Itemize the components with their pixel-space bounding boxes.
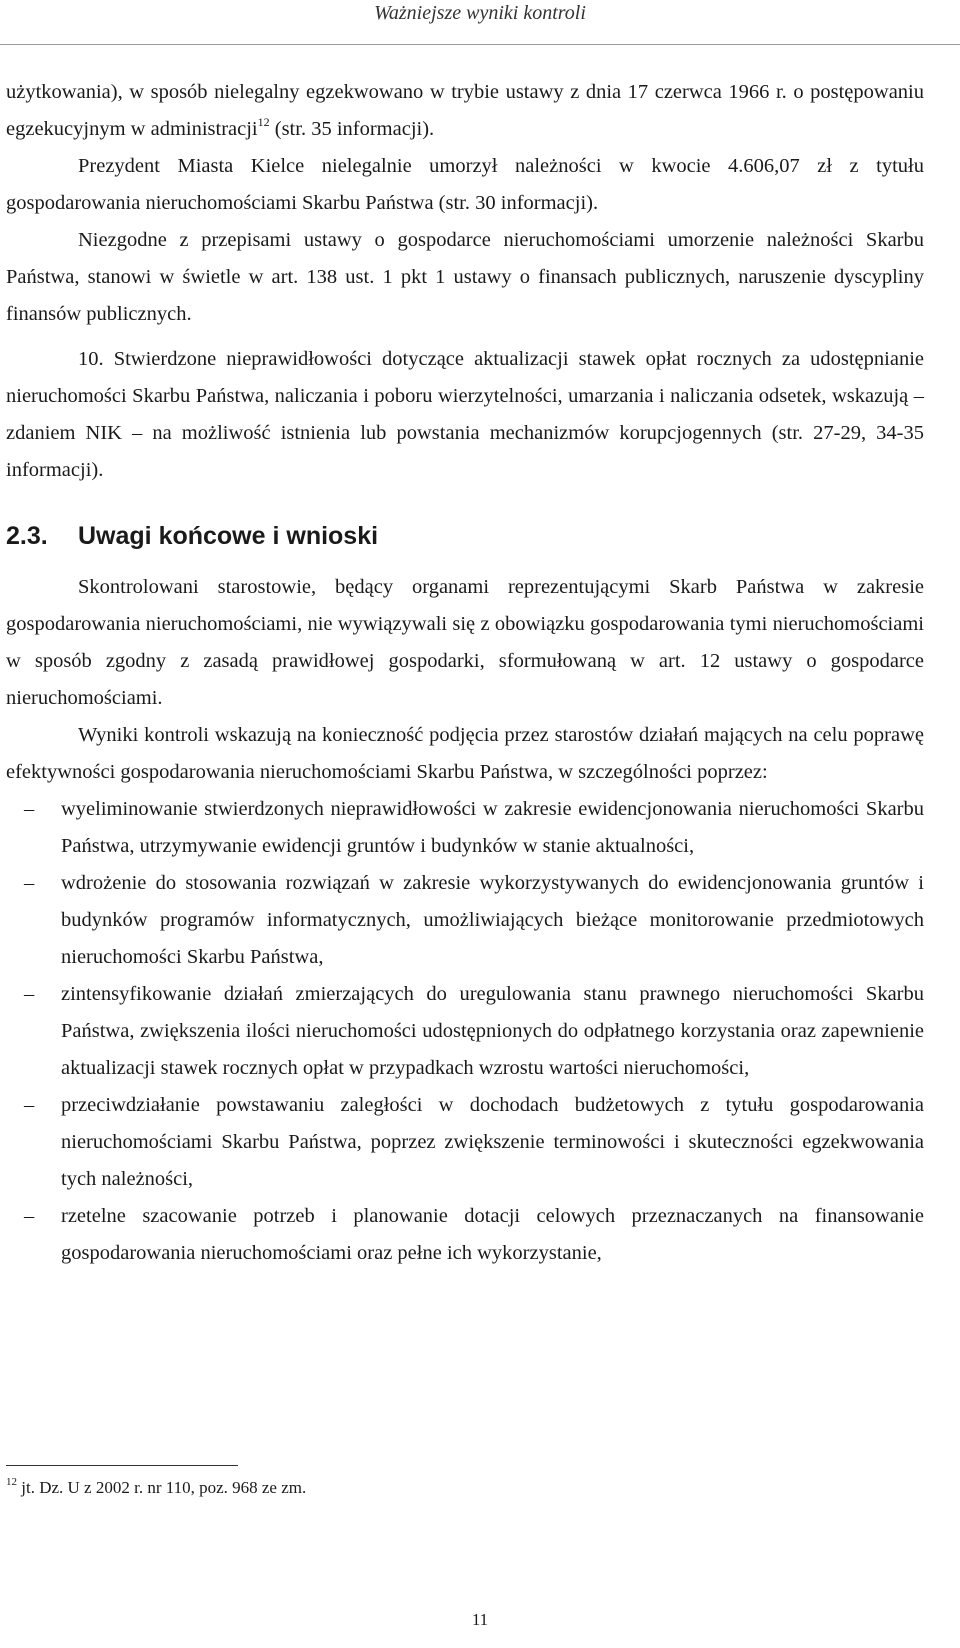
footnote [6, 1476, 306, 1500]
list-item-text: przeciwdziałanie powstawaniu zaległości w dochodach budżetowych z tytułu gospodarowania nieruchomościami Skarbu Państwa, poprzez zwiększenie terminowości i skuteczności egzekwowania tych należności, [61, 1094, 924, 1190]
list-item [6, 1087, 924, 1198]
list-item-text: wyeliminowanie stwierdzonych nieprawidłowości w zakresie ewidencjonowania nieruchomości Skarbu Państwa, utrzymywanie ewidencji gruntów i budynków w stanie aktualności, [61, 798, 924, 857]
list-item [6, 791, 924, 865]
list-item-text: rzetelne szacowanie potrzeb i planowanie dotacji celowych przeznaczanych na finansowanie gospodarowania nieruchomościami oraz pełne ich wykorzystanie, [61, 1205, 924, 1264]
list-item-text: wdrożenie do stosowania rozwiązań w zakresie wykorzystywanych do ewidencjonowania gruntów i budynków programów informatycznych, umożliwiających bieżące monitorowanie przedmiotowych nieruchomości Skarbu Państwa, [61, 872, 924, 968]
dash-bullet: – [24, 872, 35, 894]
paragraph-text-tail: (str. 35 informacji). [269, 118, 435, 140]
footnote-divider [6, 1465, 238, 1466]
list-item [6, 1198, 924, 1272]
paragraph-kielce: Prezydent Miasta Kielce nielegalnie umorzył należności w kwocie 4.606,07 zł z tytułu gospodarowania nieruchomościami Skarbu Państwa (str. 30 informacji). [6, 155, 924, 214]
finding-text: Stwierdzone nieprawidłowości dotyczące aktualizacji stawek opłat rocznych za udostępnianie nieruchomości Skarbu Państwa, naliczania i poboru wierzytelności, umarzania i naliczania odsetek, wskazują – zdaniem NIK – na możliwość istnienia lub powstania mechanizmów korupcjogennych (str. 27-29, 34-35 informacji). [6, 348, 924, 481]
section-number: 2.3. [6, 522, 48, 550]
finding-number: 10. [78, 348, 104, 370]
paragraph-continued [6, 74, 924, 148]
dash-bullet: – [24, 798, 35, 820]
footnote-reference[interactable]: 12 [257, 115, 270, 129]
list-item [6, 976, 924, 1087]
recommendations-list [6, 791, 924, 1272]
dash-bullet: – [24, 1205, 35, 1227]
section-title: Uwagi końcowe i wnioski [78, 522, 379, 550]
section-heading [6, 518, 924, 555]
paragraph-discipline: Niezgodne z przepisami ustawy o gospodarce nieruchomościami umorzenie należności Skarbu Państwa, stanowi w świetle w art. 138 ust. 1 pkt 1 ustawy o finansach publicznych, naruszenie dyscypliny finansów publicznych. [6, 229, 924, 325]
footnote-number: 12 [6, 1476, 17, 1488]
paragraph-text: użytkowania), w sposób nielegalny egzekwowano w trybie ustawy z dnia 17 czerwca 1966 r. o postępowaniu egzekucyjnym w administracji [6, 81, 924, 140]
header-divider [0, 44, 960, 45]
paragraph-wyniki: Wyniki kontroli wskazują na konieczność podjęcia przez starostów działań mających na celu poprawę efektywności gospodarowania nieruchomościami Skarbu Państwa, w szczególności poprzez: [6, 724, 924, 783]
page-number: 11 [471, 1610, 489, 1629]
dash-bullet: – [24, 983, 35, 1005]
running-header: Ważniejsze wyniki kontroli [374, 2, 586, 24]
list-item [6, 865, 924, 976]
footnote-text: jt. Dz. U z 2002 r. nr 110, poz. 968 ze zm. [21, 1478, 307, 1497]
list-item-text: zintensyfikowanie działań zmierzających do uregulowania stanu prawnego nieruchomości Skarbu Państwa, zwiększenia ilości nieruchomości udostępnionych do odpłatnego korzystania oraz zapewnienie aktualizacji stawek rocznych opłat w przypadkach wzrostu wartości nieruchomości, [61, 983, 924, 1079]
dash-bullet: – [24, 1094, 35, 1116]
page-content [6, 74, 924, 1272]
numbered-finding-10 [6, 341, 924, 489]
paragraph-starostowie: Skontrolowani starostowie, będący organami reprezentującymi Skarb Państwa w zakresie gospodarowania nieruchomościami, nie wywiązywali się z obowiązku gospodarowania tymi nieruchomościami w sposób zgodny z zasadą prawidłowej gospodarki, sformułowaną w art. 12 ustawy o gospodarce nieruchomościami. [6, 576, 924, 709]
